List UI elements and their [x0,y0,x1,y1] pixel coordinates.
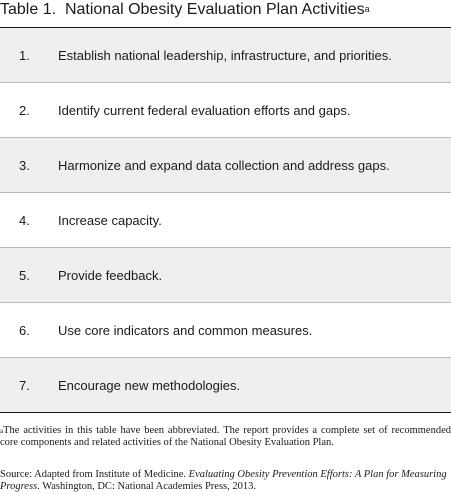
source-book-title: Evaluating Obesity Prevention Efforts: A Plan for Measuring Progress [0,469,447,492]
row-text: Identify current federal evaluation efforts and gaps. [58,102,351,118]
source-suffix: . Washington, DC: National Academies Press, 2013. [37,481,256,492]
row-number: 6. [19,322,30,338]
row-text: Use core indicators and common measures. [58,322,313,338]
row-number: 1. [19,47,30,63]
table-row [0,28,451,83]
title-footnote-marker: a [364,4,370,14]
source-prefix: Source: Adapted from Institute of Medicine. [0,469,189,480]
row-text: Establish national leadership, infrastructure, and priorities. [58,47,392,63]
row-text: Increase capacity. [58,212,162,228]
table-row [0,83,451,138]
row-number: 5. [19,267,30,283]
table-title-text: National Obesity Evaluation Plan Activities [64,1,365,18]
row-number: 7. [19,377,30,393]
row-number: 3. [19,157,30,173]
table-row [0,358,451,412]
table-row [0,138,451,193]
table-label: Table 1. [0,1,57,18]
footnote-marker: a [0,427,4,435]
row-text: Provide feedback. [58,267,163,283]
row-number: 4. [19,212,30,228]
table-row [0,303,451,358]
row-number: 2. [19,102,30,118]
table-title [0,0,370,22]
activities-table [0,27,451,413]
table-row [0,193,451,248]
source-citation [0,469,451,493]
table-footnote [0,425,451,449]
row-text: Encourage new methodologies. [58,377,241,393]
table-row [0,248,451,303]
row-text: Harmonize and expand data collection and address gaps. [58,157,390,173]
footnote-text: The activities in this table have been abbreviated. The report provides a complete set of recommended core components and related activities of the National Obesity Evaluation Plan. [0,425,451,448]
